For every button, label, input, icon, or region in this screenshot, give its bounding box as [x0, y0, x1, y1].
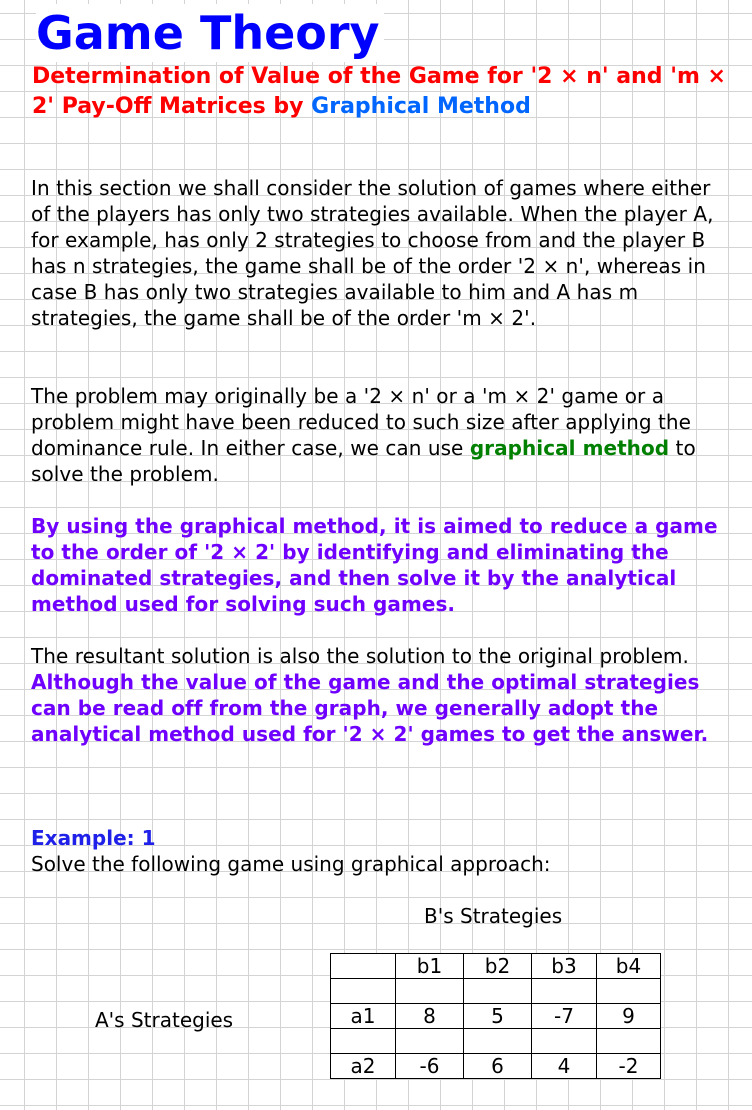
spacer-row [331, 979, 661, 1004]
col-header: b4 [597, 954, 661, 979]
spacer-cell [597, 979, 661, 1004]
solution-highlight: Although the value of the game and the optimal strategies can be read off from the graph, we generally adopt the analytical method used for '2 × 2' games to get the answer. [31, 670, 709, 746]
page-subtitle [32, 62, 732, 122]
spacer-cell [532, 1029, 597, 1054]
aim-paragraph: By using the graphical method, it is aimed to reduce a game to the order of '2 × 2' by identifying and eliminating the dominated strategies, and then solve it by the analytical method used for solving such games. [31, 514, 718, 616]
b-strategies-label: B's Strategies [424, 904, 563, 928]
spacer-cell [597, 1029, 661, 1054]
spacer-cell [464, 979, 532, 1004]
example-instruction: Solve the following game using graphical approach: [31, 852, 551, 876]
problem-text: The problem may originally be a '2 × n' or a 'm × 2' game or a problem might have been reduced to such size after applying the dominance rule. In either case, we can use [31, 384, 691, 460]
payoff-cell: -2 [597, 1054, 661, 1079]
spacer-row [331, 1029, 661, 1054]
col-header: b1 [396, 954, 464, 979]
intro-paragraph: In this section we shall consider the solution of games where either of the players has only two strategies available. When the player A, for example, has only 2 strategies to choose from and the player B has n strategies, the game shall be of the order '2 × n', whereas in case B has only two strategies available to him and A has m strategies, the game shall be of the order 'm × 2'. [31, 176, 714, 330]
graphical-method-highlight: graphical method [469, 436, 670, 460]
payoff-cell: 9 [597, 1004, 661, 1029]
subtitle-highlight: Graphical Method [311, 94, 531, 119]
solution-paragraph [31, 643, 731, 747]
payoff-cell: 8 [396, 1004, 464, 1029]
page-title: Game Theory [36, 4, 384, 62]
payoff-cell: 4 [532, 1054, 597, 1079]
row-header: a2 [331, 1054, 396, 1079]
subtitle-text: Determination of Value of the Game for '2 × n' and 'm × 2' Pay-Off Matrices by [32, 64, 726, 119]
problem-text-end: to solve the problem. [31, 436, 696, 486]
col-header: b2 [464, 954, 532, 979]
spacer-cell [532, 979, 597, 1004]
solution-text: The resultant solution is also the solution to the original problem. [31, 644, 689, 668]
row-header: a1 [331, 1004, 396, 1029]
problem-paragraph [31, 383, 731, 487]
table-row [331, 1004, 661, 1029]
spacer-cell [331, 1029, 396, 1054]
a-strategies-label: A's Strategies [95, 1008, 234, 1032]
header-corner [331, 954, 396, 979]
payoff-cell: 6 [464, 1054, 532, 1079]
spacer-cell [396, 979, 464, 1004]
payoff-matrix [330, 953, 661, 1079]
payoff-cell: -6 [396, 1054, 464, 1079]
table-row [331, 1054, 661, 1079]
spacer-cell [396, 1029, 464, 1054]
spacer-cell [331, 979, 396, 1004]
spacer-cell [464, 1029, 532, 1054]
payoff-cell: 5 [464, 1004, 532, 1029]
header-row [331, 954, 661, 979]
col-header: b3 [532, 954, 597, 979]
payoff-cell: -7 [532, 1004, 597, 1029]
example-heading: Example: 1 [31, 826, 156, 850]
